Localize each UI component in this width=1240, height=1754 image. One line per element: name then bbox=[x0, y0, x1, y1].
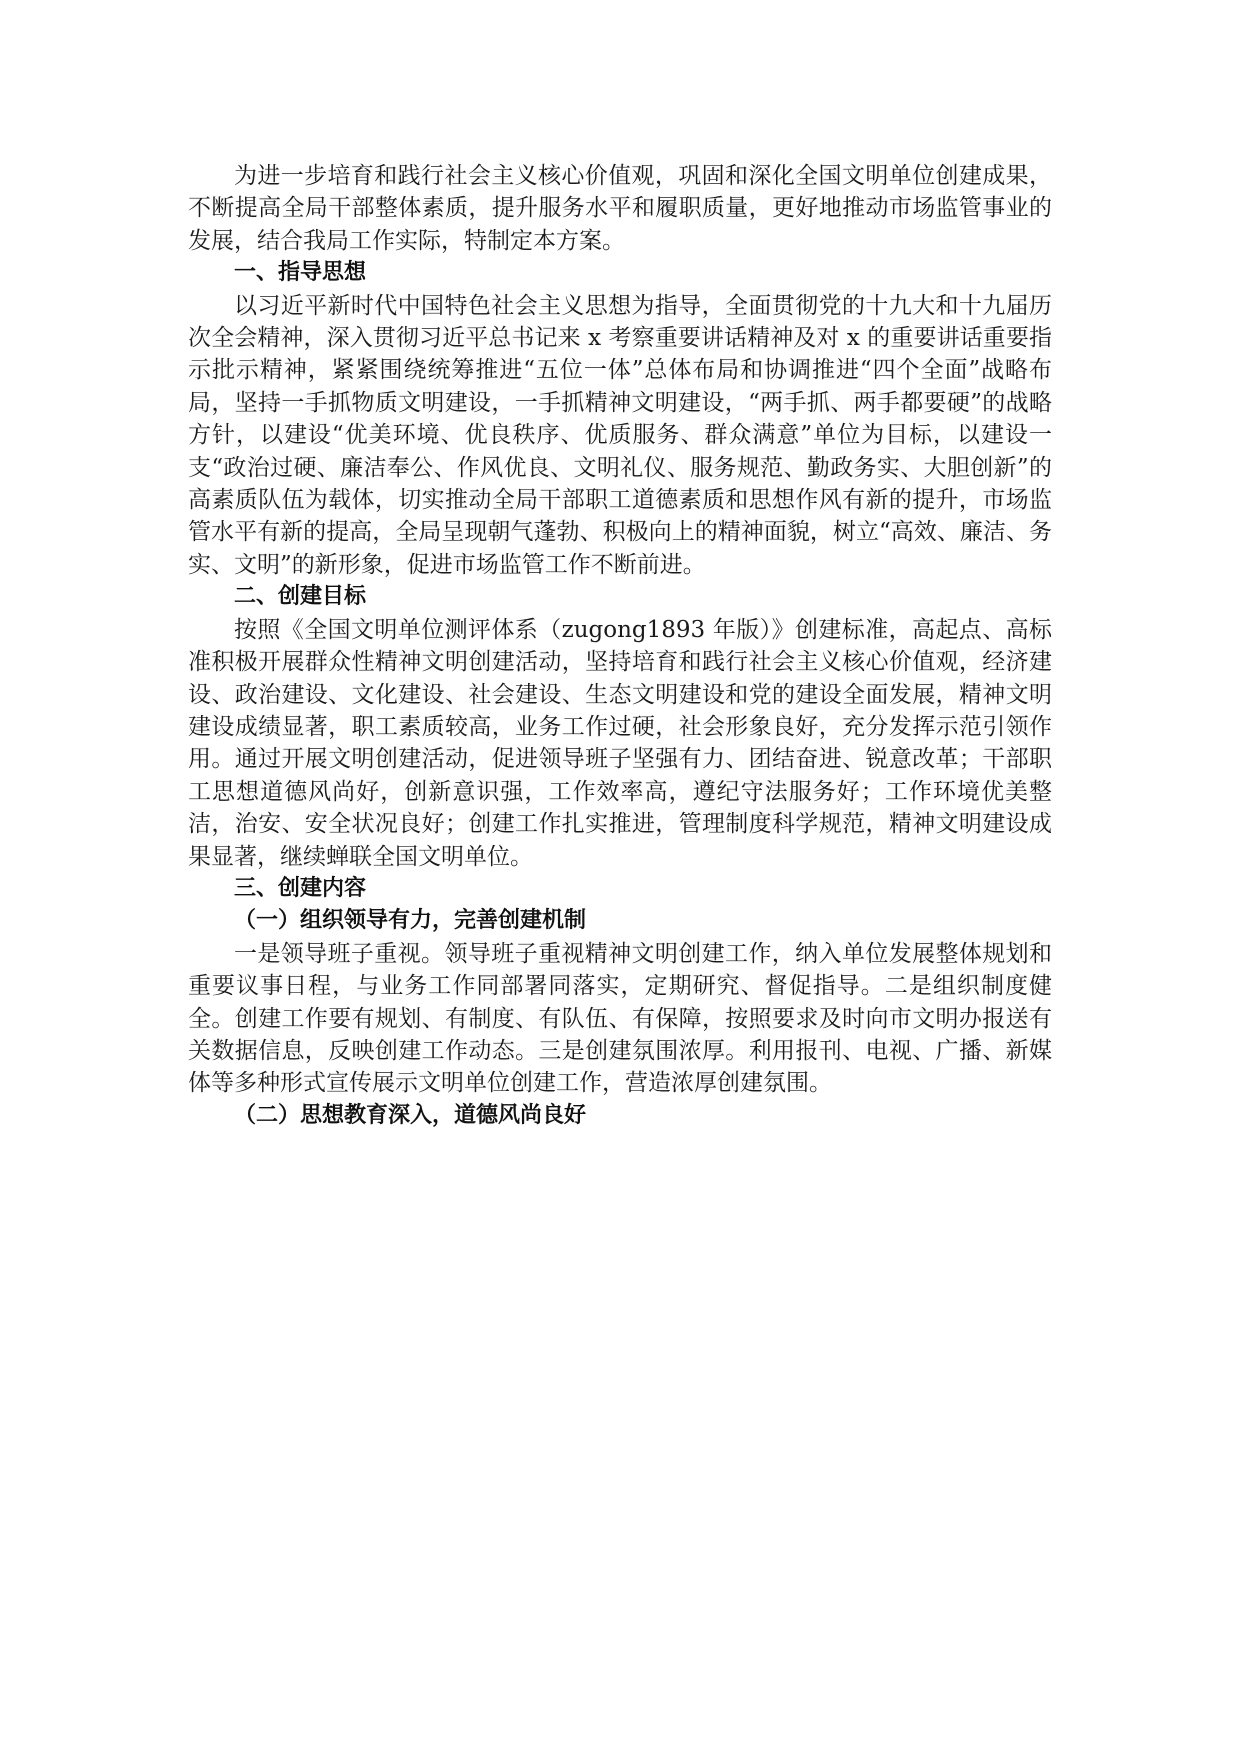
section-heading-goals: 二、创建目标 bbox=[234, 584, 367, 610]
section-body-goals: 按照《全国文明单位测评体系（zugong1893 年版）》创建标准，高起点、高标准积极开展群众性精神文明创建活动，坚持培育和践行社会主义核心价值观，经济建设、政治建设、文化建设、社会建设、生态文明建设和党的建设全面发展，精神文明建设成绩显著，职工素质较高，业务工作过硬，社会形象良好，充分发挥示范引领作用。通过开展文明创建活动，促进领导班子坚强有力、团结奋进、锐意改革；干部职工思想道德风尚好，创新意识强，工作效率高，遵纪守法服务好；工作环境优美整洁，治安、安全状况良好；创建工作扎实推进，管理制度科学规范，精神文明建设成果显著，继续蝉联全国文明单位。 bbox=[188, 616, 1052, 870]
intro-paragraph: 为进一步培育和践行社会主义核心价值观，巩固和深化全国文明单位创建成果，不断提高全局干部整体素质，提升服务水平和履职质量，更好地推动市场监管事业的发展，结合我局工作实际，特制定本方案。 bbox=[188, 163, 1052, 254]
subsection-heading-ideology: （二）思想教育深入，道德风尚良好 bbox=[234, 1102, 587, 1128]
section-heading-content: 三、创建内容 bbox=[234, 875, 367, 901]
subsection-body-organization: 一是领导班子重视。领导班子重视精神文明创建工作，纳入单位发展整体规划和重要议事日程，与业务工作同部署同落实，定期研究、督促指导。二是组织制度健全。创建工作要有规划、有制度、有队伍、有保障，按照要求及时向市文明办报送有关数据信息，反映创建工作动态。三是创建氛围浓厚。利用报刊、电视、广播、新媒体等多种形式宣传展示文明单位创建工作，营造浓厚创建氛围。 bbox=[188, 940, 1052, 1097]
document-page bbox=[188, 160, 1052, 1132]
section-heading-guiding-thought: 一、指导思想 bbox=[234, 260, 367, 286]
section-body-guiding-thought: 以习近平新时代中国特色社会主义思想为指导，全面贯彻党的十九大和十九届历次全会精神，深入贯彻习近平总书记来 x 考察重要讲话精神及对 x 的重要讲话重要指示批示精神，紧紧围绕统筹推进“五位一体”总体布局和协调推进“四个全面”战略布局，坚持一手抓物质文明建设，一手抓精神文明建设，“两手抓、两手都要硬”的战略方针，以建设“优美环境、优良秩序、优质服务、群众满意”单位为目标，以建设一支“政治过硬、廉洁奉公、作风优良、文明礼仪、服务规范、勤政务实、大胆创新”的高素质队伍为载体，切实推动全局干部职工道德素质和思想作风有新的提升，市场监管水平有新的提高，全局呈现朝气蓬勃、积极向上的精神面貌，树立“高效、廉洁、务实、文明”的新形象，促进市场监管工作不断前进。 bbox=[188, 292, 1052, 578]
subsection-heading-organization: （一）组织领导有力，完善创建机制 bbox=[234, 908, 587, 934]
